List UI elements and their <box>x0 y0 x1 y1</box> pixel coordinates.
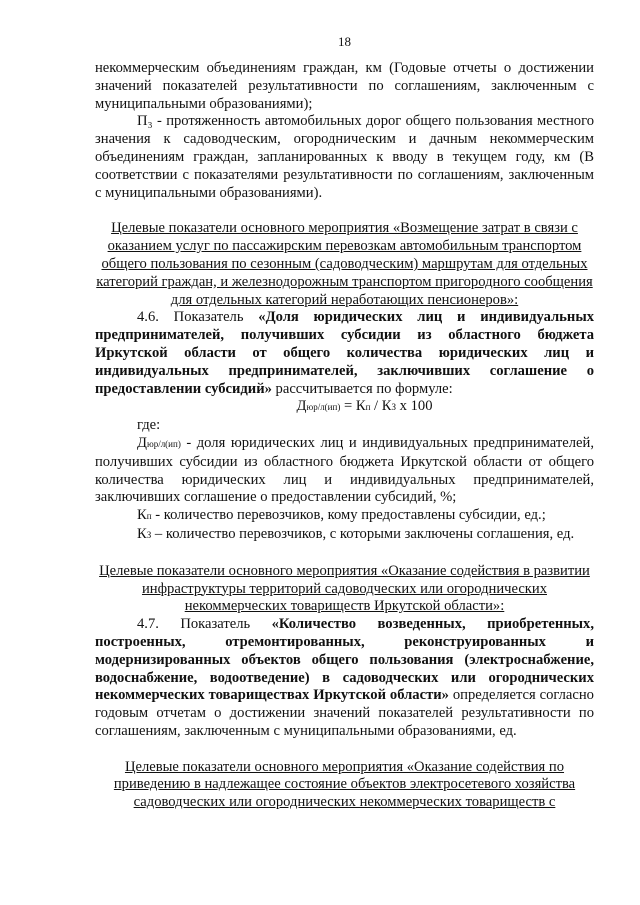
indicator-4-6-lead: 4.6. Показатель <box>137 309 259 326</box>
indicator-4-6-tail: рассчитывается по формуле: <box>271 380 453 397</box>
formula-4-6: Дюр/л(ип) = Кп / КЗ х 100 <box>296 398 433 415</box>
section-heading-electric-grid: Целевые показатели основного мероприятия «Оказание содействия по приведению в надлежащее состояние объектов электросетевого хозяйства садоводческих или огороднических некоммерческих товариществ с <box>113 758 576 811</box>
section-heading-transport: Целевые показатели основного мероприятия «Возмещение затрат в связи с оказанием услуг по пассажирским перевозкам автомобильным транспортом общего пользования по сезонным (садоводческим) маршрутам для отдельных категорий граждан, и железнодорожным транспортом пригородного сообщения для отдельных категорий неработающих пенсионеров»: <box>96 220 593 308</box>
indicator-4-7-lead: 4.7. Показатель <box>137 616 272 633</box>
indicator-4-7-title: «Количество возведенных, приобретенных, построенных, отремонтированных, реконструированных и модернизированных объектов общего пользования (электроснабжение, водоснабжение, водоотведение) в садоводческих или огороднических некоммерческих товариществах Иркутской области» <box>95 616 594 704</box>
definition-kp: Кп - количество перевозчиков, кому предоставлены субсидии, ед.; <box>137 507 546 524</box>
paragraph-indicator-4-6 <box>95 309 594 398</box>
paragraph-continuation: некоммерческим объединениям граждан, км (Годовые отчеты о достижении значений показателей результативности по соглашениям, заключенным с муниципальными образованиями); <box>95 60 594 112</box>
definition-share: Дюр/л(ип) - доля юридических лиц и индивидуальных предпринимателей, получивших субсидии из областного бюджета Иркутской области от общего количества юридических лиц и индивидуальных предпринимателей, заключивших соглашение о предоставлении субсидий, %; <box>95 434 594 506</box>
paragraph-indicator-4-7 <box>95 616 594 741</box>
section-heading-infrastructure: Целевые показатели основного мероприятия «Оказание содействия в развитии инфраструктуры территорий садоводческих или огороднических некоммерческих товариществ Иркутской области»: <box>99 562 590 615</box>
definition-kz: КЗ – количество перевозчиков, с которыми заключены соглашения, ед. <box>137 525 575 542</box>
page-number: 18 <box>338 34 351 49</box>
indicator-4-6-title: «Доля юридических лиц и индивидуальных предпринимателей, получивших субсидии из областного бюджета Иркутской области от общего количества юридических лиц и индивидуальных предпринимателей, заключивших соглашение о предоставлении субсидий» <box>95 309 595 397</box>
where-label: где: <box>137 417 161 434</box>
indicator-4-7-tail: определяется согласно годовым отчетам о достижении значений показателей результативности по соглашениям, заключенным с муниципальными образованиями, ед. <box>95 687 594 739</box>
paragraph-p3-definition: П₃ - протяженность автомобильных дорог общего пользования местного значения к садоводческим, огородническим и дачным некоммерческим объединениям граждан, запланированных к вводу в текущем году, км (В соответствии с показателями результативности по соглашениям, заключенным с муниципальными образованиями). <box>95 113 594 201</box>
